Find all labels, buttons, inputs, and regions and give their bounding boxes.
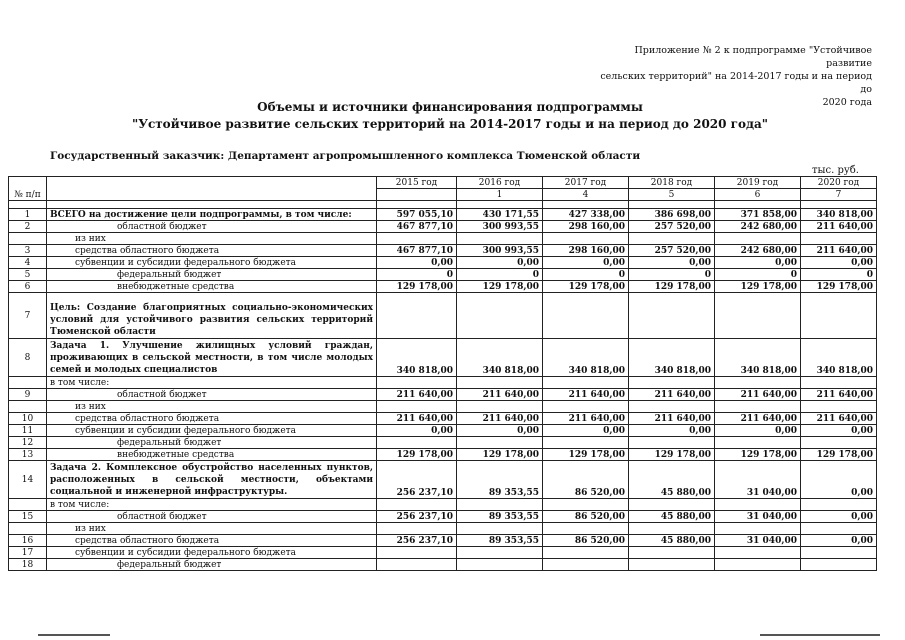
table-row — [9, 389, 877, 401]
state-customer: Государственный заказчик: Департамент агропромышленного комплекса Тюменской области — [50, 150, 641, 162]
table-row — [9, 257, 877, 269]
row-value-year-2020: 211 640,00 — [801, 413, 877, 425]
table-row — [9, 547, 877, 559]
row-value-year-2020 — [801, 559, 877, 571]
row-number: 1 — [9, 209, 47, 221]
row-value-year-2017: 211 640,00 — [543, 389, 629, 401]
row-value-year-2020: 0,00 — [801, 511, 877, 523]
units-label: тыс. руб. — [812, 165, 859, 176]
row-value-year-2016 — [457, 559, 543, 571]
row-value-year-2016: 0,00 — [457, 425, 543, 437]
row-value-year-2018: 45 880,00 — [629, 511, 715, 523]
row-description: в том числе: — [47, 499, 377, 511]
table-row — [9, 437, 877, 449]
row-number — [9, 377, 47, 389]
table-row — [9, 523, 877, 535]
row-number — [9, 499, 47, 511]
row-value-year-2020: 340 818,00 — [801, 339, 877, 377]
row-value-year-2019 — [715, 401, 801, 413]
row-number: 13 — [9, 449, 47, 461]
row-value-year-2018: 0,00 — [629, 425, 715, 437]
row-description: Задача 2. Комплексное обустройство населенных пунктов, расположенных в сельской местности, объектами социальной и инженерной инфраструктуры. — [47, 461, 377, 499]
row-value-year-2017: 86 520,00 — [543, 511, 629, 523]
row-value-year-2018: 211 640,00 — [629, 389, 715, 401]
row-value-year-2016 — [457, 437, 543, 449]
row-description: средства областного бюджета — [47, 535, 377, 547]
row-number — [9, 233, 47, 245]
row-value-year-2017 — [543, 559, 629, 571]
row-value-year-2015 — [377, 293, 457, 339]
row-value-year-2018 — [629, 437, 715, 449]
row-value-year-2018: 45 880,00 — [629, 535, 715, 547]
row-value-year-2017 — [543, 523, 629, 535]
row-value-year-2015: 211 640,00 — [377, 413, 457, 425]
row-value-year-2017: 129 178,00 — [543, 449, 629, 461]
row-description: федеральный бюджет — [47, 437, 377, 449]
row-description: Цель: Создание благоприятных социально-экономических условий для устойчивого развития сельских территорий Тюменской области — [47, 293, 377, 339]
row-value-year-2019: 0,00 — [715, 257, 801, 269]
row-value-year-2016 — [457, 499, 543, 511]
table-row — [9, 559, 877, 571]
row-value-year-2020 — [801, 499, 877, 511]
row-value-year-2020: 211 640,00 — [801, 245, 877, 257]
row-value-year-2019: 211 640,00 — [715, 413, 801, 425]
row-description: Задача 1. Улучшение жилищных условий граждан, проживающих в сельской местности, в том числе молодых семей и молодых специалистов — [47, 339, 377, 377]
row-number: 10 — [9, 413, 47, 425]
row-number: 3 — [9, 245, 47, 257]
header-year-2015: 2015 год — [377, 177, 457, 189]
row-value-year-2015: 0,00 — [377, 257, 457, 269]
row-value-year-2016: 89 353,55 — [457, 461, 543, 499]
row-value-year-2020 — [801, 437, 877, 449]
row-value-year-2016: 89 353,55 — [457, 535, 543, 547]
row-description: субвенции и субсидии федерального бюджета — [47, 257, 377, 269]
row-number: 4 — [9, 257, 47, 269]
row-value-year-2017: 0 — [543, 269, 629, 281]
row-value-year-2020: 340 818,00 — [801, 209, 877, 221]
header-no: № п/п — [9, 177, 47, 201]
row-value-year-2017: 427 338,00 — [543, 209, 629, 221]
row-value-year-2015 — [377, 437, 457, 449]
header-desc — [47, 177, 377, 201]
row-value-year-2015: 467 877,10 — [377, 245, 457, 257]
table-row — [9, 511, 877, 523]
row-value-year-2018 — [629, 233, 715, 245]
spacer-row — [9, 201, 877, 209]
row-value-year-2015: 256 237,10 — [377, 535, 457, 547]
row-description: средства областного бюджета — [47, 245, 377, 257]
row-description: из них — [47, 401, 377, 413]
row-number: 9 — [9, 389, 47, 401]
row-value-year-2015 — [377, 233, 457, 245]
table-row — [9, 377, 877, 389]
row-value-year-2017 — [543, 401, 629, 413]
colnum-6: 6 — [715, 189, 801, 201]
row-value-year-2018: 129 178,00 — [629, 449, 715, 461]
row-value-year-2019 — [715, 499, 801, 511]
row-value-year-2016 — [457, 377, 543, 389]
row-value-year-2016 — [457, 293, 543, 339]
row-value-year-2017: 0,00 — [543, 257, 629, 269]
row-value-year-2015: 256 237,10 — [377, 511, 457, 523]
row-value-year-2015 — [377, 559, 457, 571]
row-value-year-2017: 298 160,00 — [543, 221, 629, 233]
row-value-year-2016: 300 993,55 — [457, 245, 543, 257]
row-value-year-2018: 0 — [629, 269, 715, 281]
table-row — [9, 339, 877, 377]
row-value-year-2019 — [715, 293, 801, 339]
row-value-year-2018: 386 698,00 — [629, 209, 715, 221]
row-value-year-2016 — [457, 233, 543, 245]
row-value-year-2018 — [629, 401, 715, 413]
row-value-year-2019: 371 858,00 — [715, 209, 801, 221]
row-value-year-2019 — [715, 437, 801, 449]
row-value-year-2018: 129 178,00 — [629, 281, 715, 293]
row-value-year-2016 — [457, 523, 543, 535]
row-value-year-2020 — [801, 233, 877, 245]
row-description: субвенции и субсидии федерального бюджета — [47, 425, 377, 437]
colnum-blank — [377, 189, 457, 201]
table-row — [9, 461, 877, 499]
row-value-year-2018: 257 520,00 — [629, 221, 715, 233]
colnum-5: 5 — [629, 189, 715, 201]
row-value-year-2020 — [801, 401, 877, 413]
row-number: 6 — [9, 281, 47, 293]
row-description: из них — [47, 523, 377, 535]
row-value-year-2016: 129 178,00 — [457, 281, 543, 293]
row-value-year-2019: 0,00 — [715, 425, 801, 437]
page-edge-marks — [0, 634, 905, 637]
row-value-year-2016: 0,00 — [457, 257, 543, 269]
row-value-year-2015: 129 178,00 — [377, 449, 457, 461]
row-value-year-2015 — [377, 547, 457, 559]
row-description: из них — [47, 233, 377, 245]
row-value-year-2018 — [629, 559, 715, 571]
row-value-year-2018 — [629, 293, 715, 339]
row-description: областной бюджет — [47, 389, 377, 401]
colnum-1: 1 — [457, 189, 543, 201]
row-number: 17 — [9, 547, 47, 559]
row-value-year-2018 — [629, 377, 715, 389]
row-value-year-2020 — [801, 523, 877, 535]
row-value-year-2019: 242 680,00 — [715, 245, 801, 257]
table-body — [9, 209, 877, 571]
table-row — [9, 413, 877, 425]
row-value-year-2016: 211 640,00 — [457, 389, 543, 401]
row-value-year-2018: 211 640,00 — [629, 413, 715, 425]
row-value-year-2015: 0,00 — [377, 425, 457, 437]
row-value-year-2017 — [543, 499, 629, 511]
row-value-year-2017 — [543, 293, 629, 339]
table-row — [9, 293, 877, 339]
colnum-4: 4 — [543, 189, 629, 201]
row-value-year-2015 — [377, 523, 457, 535]
row-value-year-2018 — [629, 523, 715, 535]
row-value-year-2016: 129 178,00 — [457, 449, 543, 461]
table-row — [9, 221, 877, 233]
row-value-year-2019 — [715, 233, 801, 245]
row-value-year-2019: 31 040,00 — [715, 511, 801, 523]
row-value-year-2020: 211 640,00 — [801, 221, 877, 233]
row-number: 16 — [9, 535, 47, 547]
header-year-2017: 2017 год — [543, 177, 629, 189]
table-row — [9, 269, 877, 281]
row-number: 7 — [9, 293, 47, 339]
table-row — [9, 209, 877, 221]
row-value-year-2017 — [543, 233, 629, 245]
row-value-year-2019 — [715, 377, 801, 389]
row-description: субвенции и субсидии федерального бюджета — [47, 547, 377, 559]
row-value-year-2020 — [801, 377, 877, 389]
row-value-year-2017: 340 818,00 — [543, 339, 629, 377]
table-row — [9, 281, 877, 293]
row-value-year-2017 — [543, 547, 629, 559]
row-value-year-2018: 257 520,00 — [629, 245, 715, 257]
row-description: областной бюджет — [47, 511, 377, 523]
row-value-year-2015: 0 — [377, 269, 457, 281]
row-value-year-2020 — [801, 293, 877, 339]
row-value-year-2019: 31 040,00 — [715, 535, 801, 547]
row-value-year-2016: 430 171,55 — [457, 209, 543, 221]
row-value-year-2020: 0,00 — [801, 535, 877, 547]
table-row — [9, 233, 877, 245]
header-year-2019: 2019 год — [715, 177, 801, 189]
table-row — [9, 425, 877, 437]
header-year-2018: 2018 год — [629, 177, 715, 189]
row-description: средства областного бюджета — [47, 413, 377, 425]
row-value-year-2018: 45 880,00 — [629, 461, 715, 499]
row-number: 2 — [9, 221, 47, 233]
colnum-7: 7 — [801, 189, 877, 201]
row-value-year-2015: 129 178,00 — [377, 281, 457, 293]
row-number — [9, 401, 47, 413]
financing-table — [8, 176, 877, 571]
row-number — [9, 523, 47, 535]
row-description: ВСЕГО на достижение цели подпрограммы, в том числе: — [47, 209, 377, 221]
table-row — [9, 449, 877, 461]
row-number: 8 — [9, 339, 47, 377]
row-value-year-2019: 0 — [715, 269, 801, 281]
row-value-year-2018 — [629, 499, 715, 511]
row-value-year-2020: 129 178,00 — [801, 281, 877, 293]
row-number: 18 — [9, 559, 47, 571]
row-value-year-2019 — [715, 559, 801, 571]
row-value-year-2019: 129 178,00 — [715, 449, 801, 461]
row-value-year-2017: 298 160,00 — [543, 245, 629, 257]
row-number: 12 — [9, 437, 47, 449]
appendix-line-3: 2020 года — [822, 97, 872, 108]
row-value-year-2019: 211 640,00 — [715, 389, 801, 401]
row-value-year-2016: 300 993,55 — [457, 221, 543, 233]
row-value-year-2016 — [457, 547, 543, 559]
row-value-year-2020 — [801, 547, 877, 559]
row-value-year-2020: 0,00 — [801, 461, 877, 499]
row-number: 15 — [9, 511, 47, 523]
row-value-year-2019: 340 818,00 — [715, 339, 801, 377]
row-value-year-2017: 0,00 — [543, 425, 629, 437]
row-value-year-2016: 0 — [457, 269, 543, 281]
row-value-year-2020: 211 640,00 — [801, 389, 877, 401]
row-number: 11 — [9, 425, 47, 437]
appendix-line-2: сельских территорий" на 2014-2017 годы и на период до — [600, 71, 872, 95]
row-value-year-2018: 0,00 — [629, 257, 715, 269]
row-description: федеральный бюджет — [47, 269, 377, 281]
row-value-year-2015 — [377, 401, 457, 413]
row-description: федеральный бюджет — [47, 559, 377, 571]
row-value-year-2019: 129 178,00 — [715, 281, 801, 293]
row-value-year-2019: 242 680,00 — [715, 221, 801, 233]
row-value-year-2015: 211 640,00 — [377, 389, 457, 401]
row-description: внебюджетные средства — [47, 449, 377, 461]
row-value-year-2020: 0,00 — [801, 257, 877, 269]
row-value-year-2015: 340 818,00 — [377, 339, 457, 377]
row-value-year-2017: 129 178,00 — [543, 281, 629, 293]
row-value-year-2019: 31 040,00 — [715, 461, 801, 499]
row-value-year-2017 — [543, 437, 629, 449]
row-value-year-2020: 129 178,00 — [801, 449, 877, 461]
appendix-line-1: Приложение № 2 к подпрограмме "Устойчивое развитие — [634, 45, 872, 69]
row-value-year-2015: 256 237,10 — [377, 461, 457, 499]
table-row — [9, 245, 877, 257]
row-value-year-2016: 211 640,00 — [457, 413, 543, 425]
header-year-2020: 2020 год — [801, 177, 877, 189]
row-value-year-2020: 0 — [801, 269, 877, 281]
document-title-line-2: "Устойчивое развитие сельских территорий на 2014-2017 годы и на период до 2020 года" — [131, 117, 769, 131]
row-value-year-2020: 0,00 — [801, 425, 877, 437]
row-value-year-2015: 597 055,10 — [377, 209, 457, 221]
row-value-year-2019 — [715, 523, 801, 535]
row-description: областной бюджет — [47, 221, 377, 233]
row-number: 5 — [9, 269, 47, 281]
table-row — [9, 535, 877, 547]
row-value-year-2016 — [457, 401, 543, 413]
row-value-year-2015: 467 877,10 — [377, 221, 457, 233]
row-value-year-2017: 211 640,00 — [543, 413, 629, 425]
table-row — [9, 499, 877, 511]
row-value-year-2018: 340 818,00 — [629, 339, 715, 377]
document-title-line-1: Объемы и источники финансирования подпрограммы — [257, 100, 643, 114]
row-value-year-2015 — [377, 377, 457, 389]
table-row — [9, 401, 877, 413]
row-value-year-2015 — [377, 499, 457, 511]
row-value-year-2017: 86 520,00 — [543, 461, 629, 499]
row-description: внебюджетные средства — [47, 281, 377, 293]
row-value-year-2018 — [629, 547, 715, 559]
row-value-year-2017: 86 520,00 — [543, 535, 629, 547]
row-number: 14 — [9, 461, 47, 499]
row-value-year-2016: 340 818,00 — [457, 339, 543, 377]
header-year-2016: 2016 год — [457, 177, 543, 189]
row-description: в том числе: — [47, 377, 377, 389]
row-value-year-2017 — [543, 377, 629, 389]
header-row-years — [9, 177, 877, 189]
row-value-year-2016: 89 353,55 — [457, 511, 543, 523]
row-value-year-2019 — [715, 547, 801, 559]
